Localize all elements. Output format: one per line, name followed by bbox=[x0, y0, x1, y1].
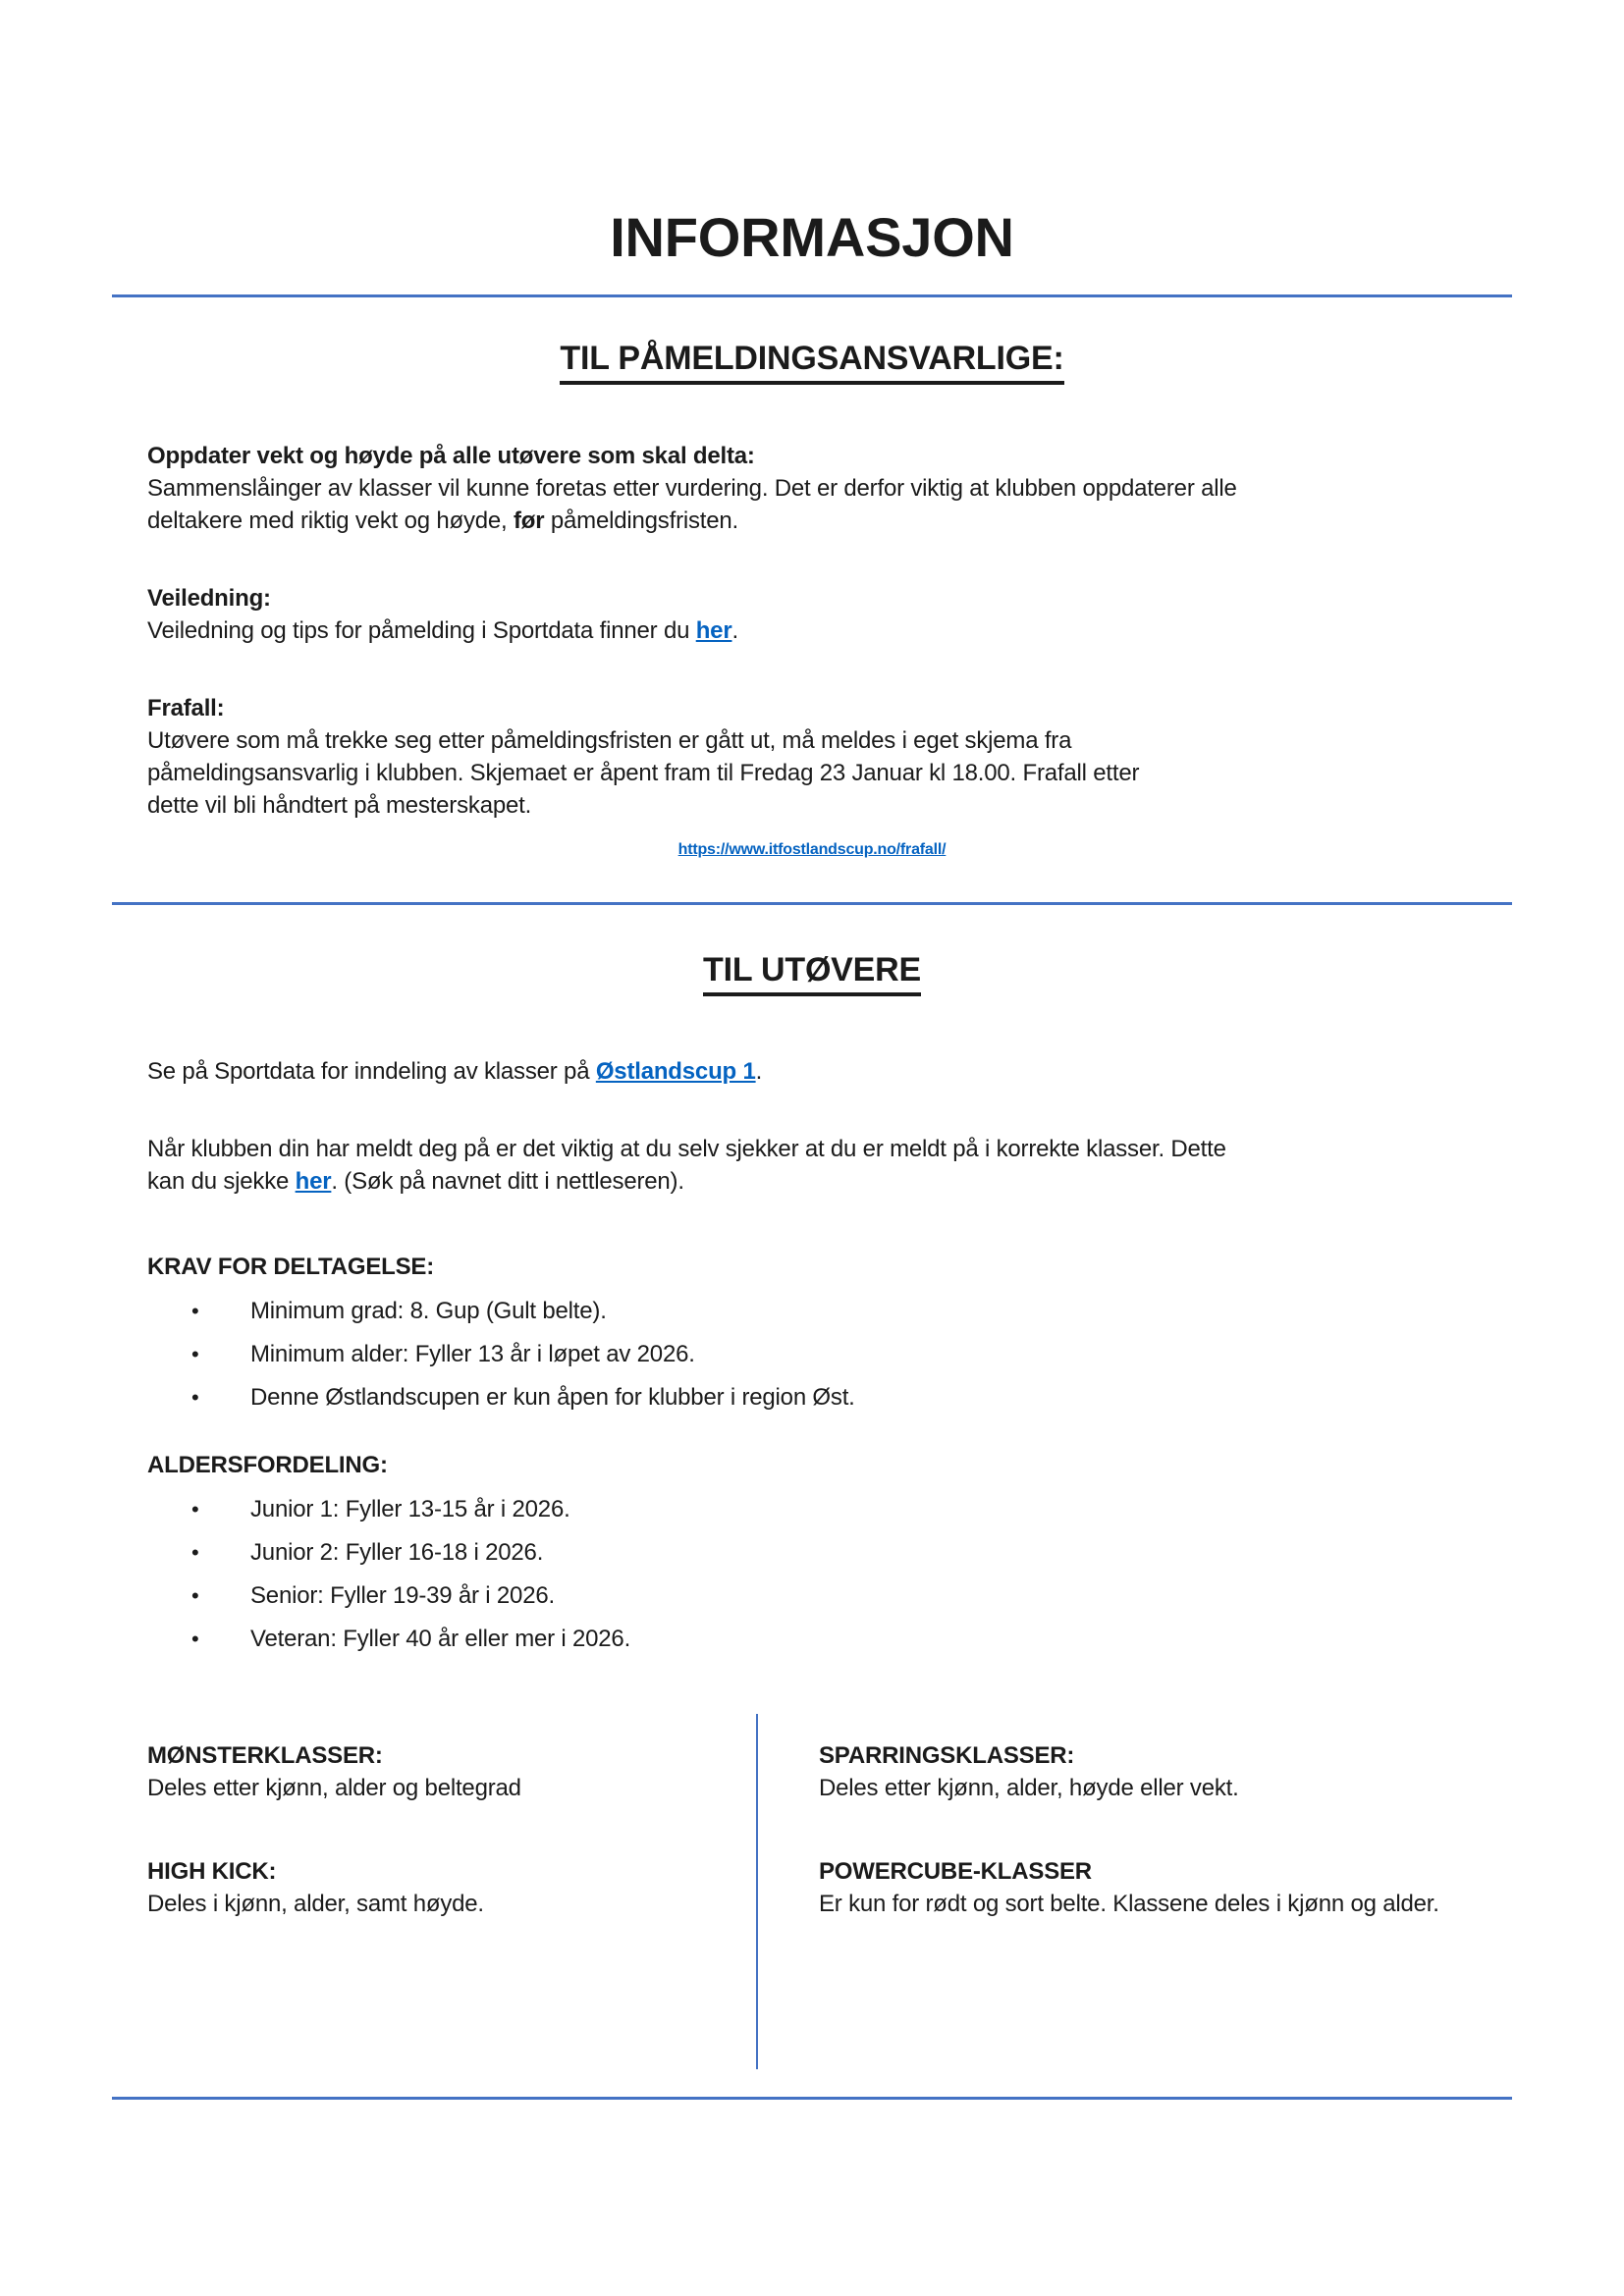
list-item-text: Junior 1: Fyller 13-15 år i 2026. bbox=[250, 1496, 570, 1522]
list-item-text: Denne Østlandscupen er kun åpen for klubber i region Øst. bbox=[250, 1384, 855, 1411]
powercube-classes-heading: POWERCUBE-KLASSER bbox=[819, 1858, 1092, 1885]
paragraph-line: påmeldingsansvarlig i klubben. Skjemaet er åpent fram til Fredag 23 Januar kl 18.00. Frafall etter bbox=[147, 760, 1140, 786]
guidance-block-heading: Veiledning: bbox=[147, 585, 271, 612]
ostlandscup-link[interactable]: Østlandscup 1 bbox=[595, 1058, 756, 1085]
age-groups-block bbox=[147, 1449, 1477, 1655]
high-kick-body: Deles i kjønn, alder, samt høyde. bbox=[147, 1891, 484, 1917]
athletes-section bbox=[112, 1055, 1512, 2069]
paragraph-bold-text: før bbox=[513, 507, 545, 534]
bullet-icon: • bbox=[191, 1299, 199, 1323]
bullet-icon: • bbox=[191, 1342, 199, 1366]
update-weight-height-block bbox=[147, 440, 1477, 537]
withdrawal-form-url-link[interactable]: https://www.itfostlandscup.no/frafall/ bbox=[677, 841, 947, 858]
paragraph-line: Når klubben din har meldt deg på er det viktig at du selv sjekker at du er meldt på i korrekte klasser. Dette bbox=[147, 1136, 1226, 1162]
class-types-left-column bbox=[147, 1714, 758, 2069]
update-block-heading: Oppdater vekt og høyde på alle utøvere som skal delta: bbox=[147, 443, 755, 469]
registration-section-heading-wrap bbox=[112, 339, 1512, 385]
list-item bbox=[147, 1338, 1477, 1370]
registration-section-heading: TIL PÅMELDINGSANSVARLIGE: bbox=[560, 339, 1063, 385]
list-item-text: Senior: Fyller 19-39 år i 2026. bbox=[250, 1582, 555, 1609]
guidance-her-link[interactable]: her bbox=[695, 617, 732, 644]
high-kick-block bbox=[147, 1855, 756, 1920]
paragraph-text: kan du sjekke bbox=[147, 1168, 296, 1195]
powercube-classes-block bbox=[819, 1855, 1445, 1920]
athletes-section-heading: TIL UTØVERE bbox=[703, 950, 921, 996]
list-item bbox=[147, 1381, 1477, 1414]
sparring-classes-body: Deles etter kjønn, alder, høyde eller vekt. bbox=[819, 1775, 1239, 1801]
requirements-list bbox=[147, 1295, 1477, 1414]
age-groups-heading: ALDERSFORDELING: bbox=[147, 1452, 388, 1478]
requirements-heading: KRAV FOR DELTAGELSE: bbox=[147, 1254, 434, 1280]
guidance-block bbox=[147, 582, 1477, 647]
check-her-link[interactable]: her bbox=[295, 1168, 332, 1195]
sparring-classes-block bbox=[819, 1739, 1445, 1804]
check-registration-paragraph bbox=[147, 1133, 1477, 1198]
list-item bbox=[147, 1623, 1477, 1655]
intro-paragraph bbox=[147, 1055, 1477, 1088]
paragraph-line: Utøvere som må trekke seg etter påmeldingsfristen er gått ut, må meldes i eget skjema fra bbox=[147, 727, 1072, 754]
paragraph-text: deltakere med riktig vekt og høyde, bbox=[147, 507, 514, 534]
high-kick-heading: HIGH KICK: bbox=[147, 1858, 277, 1885]
document-title: INFORMASJON bbox=[610, 206, 1014, 268]
paragraph-line bbox=[147, 505, 1477, 537]
withdrawal-paragraph bbox=[147, 724, 1477, 822]
bullet-icon: • bbox=[191, 1583, 199, 1608]
guidance-paragraph bbox=[147, 614, 1477, 647]
class-types-right-column bbox=[758, 1714, 1445, 2069]
section-divider-bottom bbox=[112, 2097, 1512, 2100]
list-item bbox=[147, 1579, 1477, 1612]
list-item-text: Minimum grad: 8. Gup (Gult belte). bbox=[250, 1298, 607, 1324]
bullet-icon: • bbox=[191, 1497, 199, 1522]
withdrawal-block bbox=[147, 692, 1477, 822]
withdrawal-url-line bbox=[112, 841, 1512, 859]
update-block-paragraph bbox=[147, 472, 1477, 537]
registration-section bbox=[112, 440, 1512, 822]
list-item bbox=[147, 1295, 1477, 1327]
paragraph-text: . bbox=[731, 617, 738, 644]
paragraph-text: påmeldingsfristen. bbox=[544, 507, 739, 534]
paragraph-text: . bbox=[755, 1058, 763, 1085]
paragraph-text: . (Søk på navnet ditt i nettleseren). bbox=[331, 1168, 684, 1195]
athletes-section-heading-wrap bbox=[112, 950, 1512, 996]
sparring-classes-heading: SPARRINGSKLASSER: bbox=[819, 1742, 1075, 1769]
bullet-icon: • bbox=[191, 1627, 199, 1651]
bullet-icon: • bbox=[191, 1540, 199, 1565]
requirements-block bbox=[147, 1251, 1477, 1414]
list-item bbox=[147, 1536, 1477, 1569]
class-types-columns bbox=[147, 1714, 1477, 2069]
paragraph-text: Veiledning og tips for påmelding i Sportdata finner du bbox=[147, 617, 696, 644]
list-item-text: Veteran: Fyller 40 år eller mer i 2026. bbox=[250, 1626, 631, 1652]
pattern-classes-body: Deles etter kjønn, alder og beltegrad bbox=[147, 1775, 521, 1801]
bullet-icon: • bbox=[191, 1385, 199, 1410]
paragraph-line: Sammenslåinger av klasser vil kunne foretas etter vurdering. Det er derfor viktig at klubben oppdaterer alle bbox=[147, 475, 1237, 502]
section-divider-middle bbox=[112, 902, 1512, 905]
paragraph-line: dette vil bli håndtert på mesterskapet. bbox=[147, 792, 532, 819]
powercube-classes-body: Er kun for rødt og sort belte. Klassene deles i kjønn og alder. bbox=[819, 1891, 1439, 1917]
paragraph-line bbox=[147, 1165, 1477, 1198]
list-item-text: Minimum alder: Fyller 13 år i løpet av 2026. bbox=[250, 1341, 695, 1367]
section-divider-top bbox=[112, 294, 1512, 297]
pattern-classes-block bbox=[147, 1739, 756, 1804]
paragraph-text: Se på Sportdata for inndeling av klasser på bbox=[147, 1058, 596, 1085]
list-item bbox=[147, 1493, 1477, 1525]
pattern-classes-heading: MØNSTERKLASSER: bbox=[147, 1742, 383, 1769]
age-groups-list bbox=[147, 1493, 1477, 1655]
list-item-text: Junior 2: Fyller 16-18 i 2026. bbox=[250, 1539, 544, 1566]
withdrawal-block-heading: Frafall: bbox=[147, 695, 225, 721]
